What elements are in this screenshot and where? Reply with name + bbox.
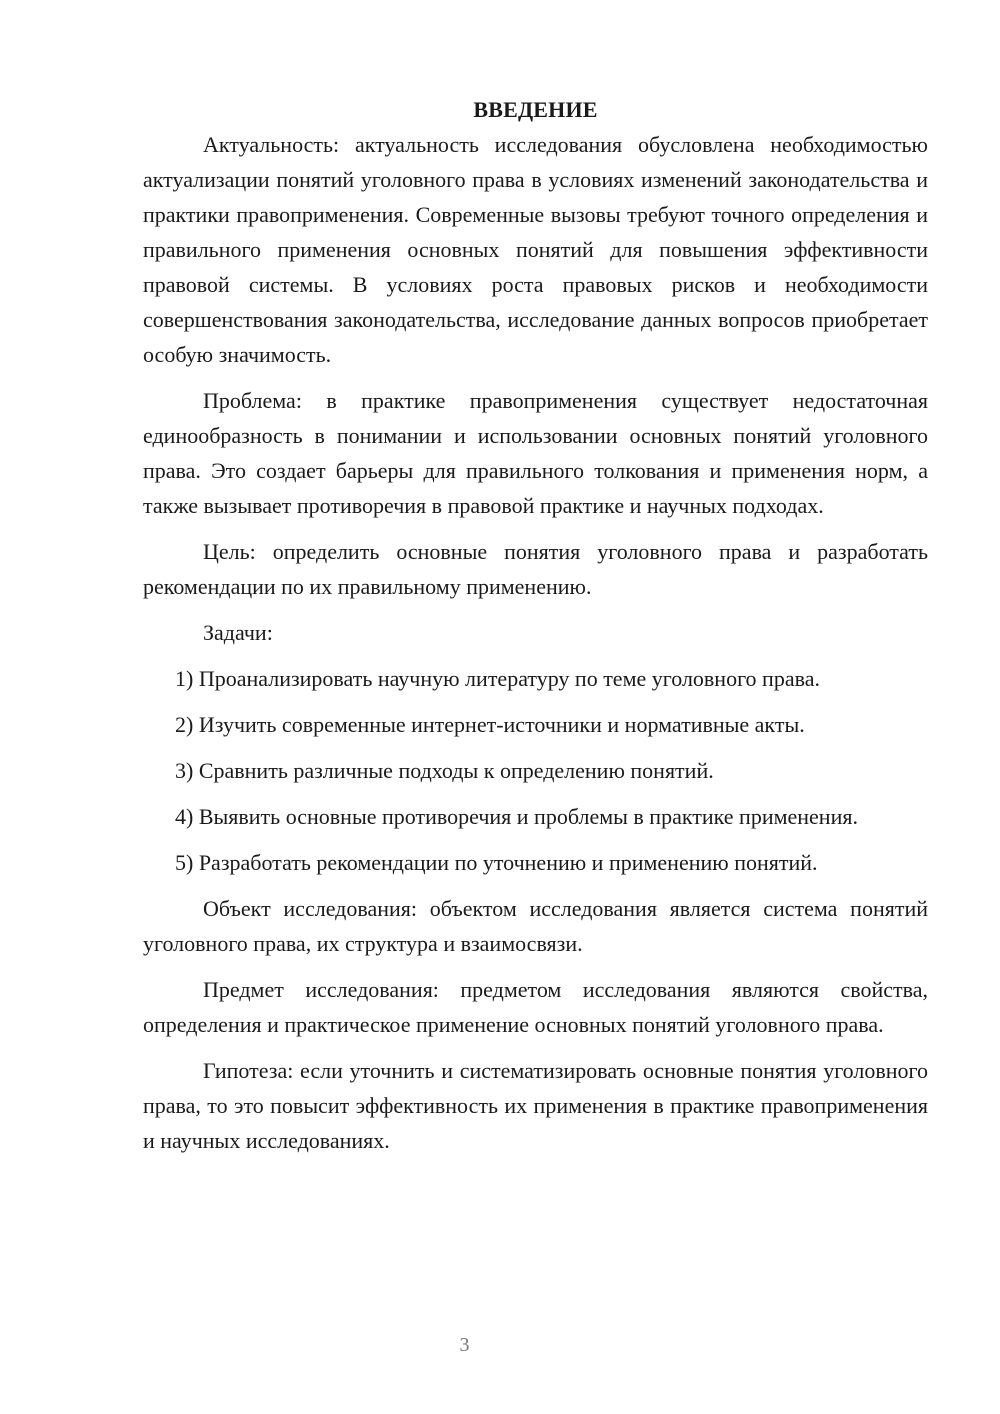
paragraph-relevance: Актуальность: актуальность исследования обусловлена необходимостью актуализации понятий уголовного права в условиях изменений законодательства и практики правоприменения. Современные вызовы требуют точного определения и правильного применения основных понятий для повышения эффективности правовой системы. В условиях роста правовых рисков и необходимости совершенствования законодательства, исследование данных вопросов приобретает особую значимость. bbox=[143, 132, 928, 367]
paragraph-goal: Цель: определить основные понятия уголовного права и разработать рекомендации по их правильному применению. bbox=[143, 539, 928, 599]
paragraph-hypothesis: Гипотеза: если уточнить и систематизировать основные понятия уголовного права, то это повысит эффективность их применения в практике правоприменения и научных исследованиях. bbox=[143, 1058, 928, 1153]
task-item-1: 1) Проанализировать научную литературу по теме уголовного права. bbox=[175, 666, 820, 691]
task-item-4: 4) Выявить основные противоречия и проблемы в практике применения. bbox=[175, 804, 858, 829]
document-page bbox=[143, 92, 928, 1158]
task-item-3: 3) Сравнить различные подходы к определению понятий. bbox=[175, 758, 714, 783]
section-title: ВВЕДЕНИЕ bbox=[473, 97, 598, 122]
paragraph-problem: Проблема: в практике правоприменения существует недостаточная единообразность в понимании и использовании основных понятий уголовного права. Это создает барьеры для правильного толкования и применения норм, а также вызывает противоречия в правовой практике и научных подходах. bbox=[143, 388, 928, 518]
tasks-heading: Задачи: bbox=[203, 620, 273, 645]
task-item-2: 2) Изучить современные интернет-источники и нормативные акты. bbox=[175, 712, 805, 737]
paragraph-object: Объект исследования: объектом исследования является система понятий уголовного права, их структура и взаимосвязи. bbox=[143, 896, 928, 956]
paragraph-subject: Предмет исследования: предметом исследования являются свойства, определения и практическое применение основных понятий уголовного права. bbox=[143, 977, 928, 1037]
page-number: 3 bbox=[459, 1334, 470, 1356]
task-item-5: 5) Разработать рекомендации по уточнению и применению понятий. bbox=[175, 850, 818, 875]
